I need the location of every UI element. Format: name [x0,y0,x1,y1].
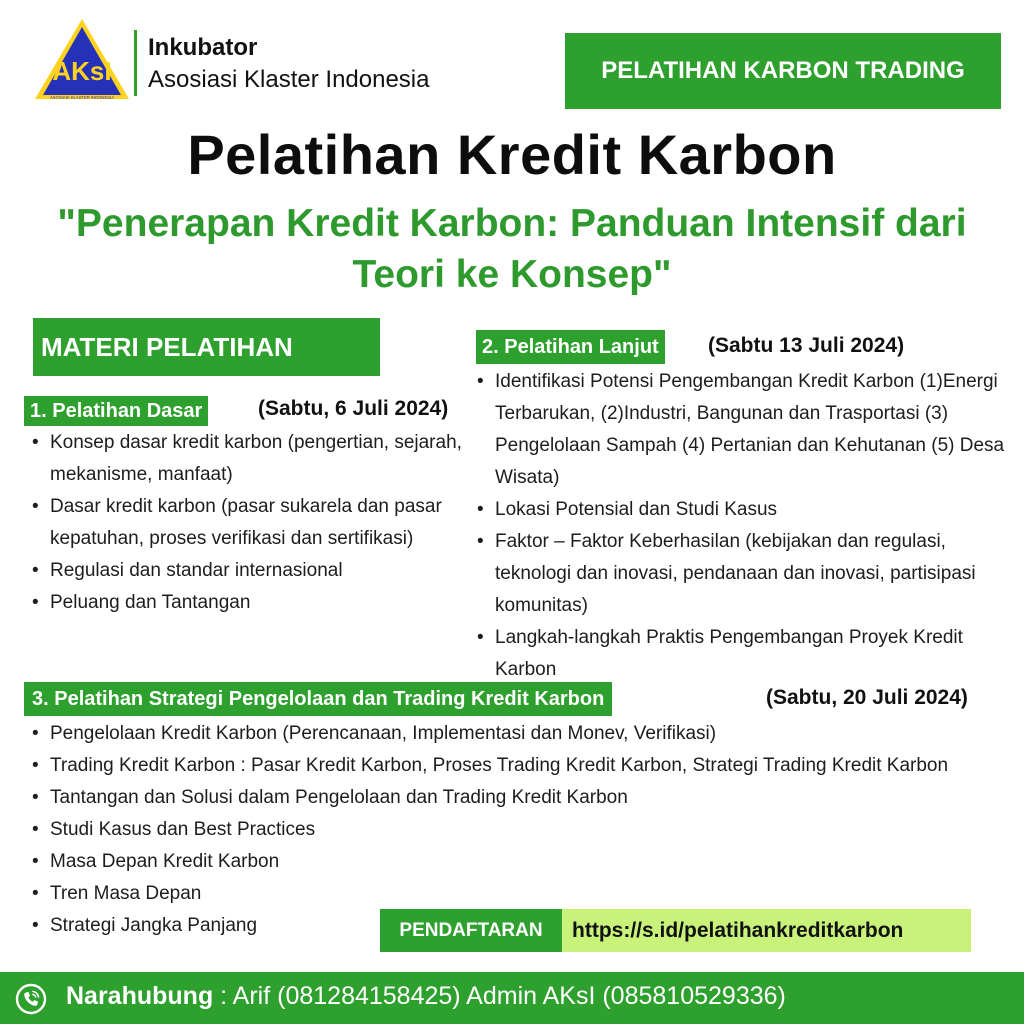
phone-icon [15,983,47,1015]
list-item: • Trading Kredit Karbon : Pasar Kredit Karbon, Proses Trading Kredit Karbon, Strategi Trading Kredit Karbon [30,750,980,782]
list-item: • Dasar kredit karbon (pasar sukarela dan pasar kepatuhan, proses verifikasi dan sertifikasi) [30,491,470,555]
section1-list [30,427,470,619]
registration-link[interactable]: https://s.id/pelatihankreditkarbon [562,909,971,952]
section2-date: (Sabtu 13 Juli 2024) [708,334,905,357]
svg-text:ASOSIASI KLASTER INDONESIA: ASOSIASI KLASTER INDONESIA [50,95,114,100]
org-name-line1: Inkubator [148,34,258,61]
section2-label: 2. Pelatihan Lanjut [476,330,665,364]
list-item: • Faktor – Faktor Keberhasilan (kebijakan dan regulasi, teknologi dan inovasi, pendanaan dan inovasi, partisipasi komunitas) [475,526,1005,622]
list-item: • Tren Masa Depan [30,878,990,910]
svg-text:AKsI: AKsI [52,56,112,86]
list-item: • Lokasi Potensial dan Studi Kasus [475,494,1005,526]
contact-label: Narahubung [66,982,214,1010]
section3-label: 3. Pelatihan Strategi Pengelolaan dan Trading Kredit Karbon [24,682,612,716]
list-item: • Identifikasi Potensi Pengembangan Kredit Karbon (1)Energi Terbarukan, (2)Industri, Bangunan dan Trasportasi (3) Pengelolaan Sampah (4) Pertanian dan Kehutanan (5) Desa Wisata) [475,366,1005,494]
list-item: • Tantangan dan Solusi dalam Pengelolaan dan Trading Kredit Karbon [30,782,990,814]
list-item: • Strategi Jangka Panjang [30,910,990,942]
list-item: • Masa Depan Kredit Karbon [30,846,990,878]
registration-label: PENDAFTARAN [380,909,562,952]
section3-date: (Sabtu, 20 Juli 2024) [766,686,968,709]
training-badge: PELATIHAN KARBON TRADING [565,33,1001,109]
section1-date: (Sabtu, 6 Juli 2024) [258,397,449,420]
list-item: • Peluang dan Tantangan [30,587,470,619]
list-item: • Pengelolaan Kredit Karbon (Perencanaan, Implementasi dan Monev, Verifikasi) [30,718,990,750]
materi-label: MATERI PELATIHAN [33,318,380,376]
contact-details: : Arif (081284158425) Admin AKsI (085810529336) [213,982,786,1010]
aksi-logo [33,17,131,101]
contact-info [66,982,786,1011]
logo-divider [134,30,137,96]
section2-list [475,366,1005,686]
list-item: • Studi Kasus dan Best Practices [30,814,990,846]
list-item: • Regulasi dan standar internasional [30,555,470,587]
page-title: Pelatihan Kredit Karbon [187,123,837,186]
page-subtitle: "Penerapan Kredit Karbon: Panduan Intensif dari Teori ke Konsep" [57,202,967,297]
list-item: • Langkah-langkah Praktis Pengembangan Proyek Kredit Karbon [475,622,1005,686]
org-name-line2: Asosiasi Klaster Indonesia [148,66,430,93]
list-item: • Konsep dasar kredit karbon (pengertian, sejarah, mekanisme, manfaat) [30,427,470,491]
section1-label: 1. Pelatihan Dasar [24,396,208,426]
